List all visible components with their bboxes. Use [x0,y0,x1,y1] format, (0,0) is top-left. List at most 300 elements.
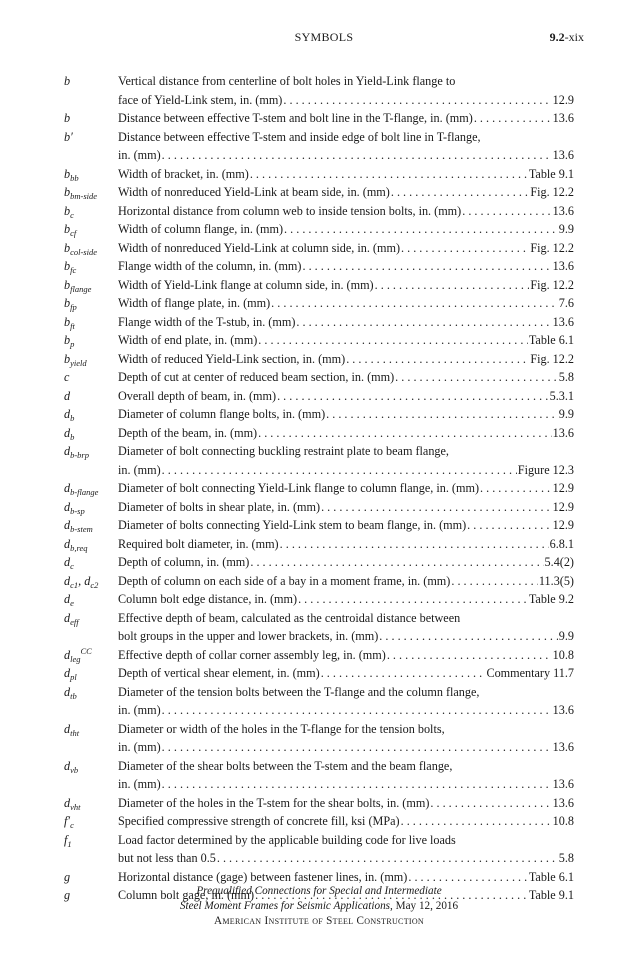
description-line [118,775,574,794]
symbol-subscript: eff [70,616,79,627]
description-line [118,701,574,720]
symbol-entry [64,257,574,276]
symbol [64,405,118,424]
symbol-subscript: fc [70,265,77,275]
symbol-description [118,831,574,868]
section-reference: 6.8.1 [549,536,574,551]
description-text: Diameter of bolt connecting buckling restraint plate to beam flange, [118,444,449,458]
symbol-entry [64,387,574,406]
symbol-subscript: ft [70,320,75,331]
symbol [64,165,118,184]
symbol-description [118,276,574,295]
dot-leader [296,313,551,332]
description-text: Depth of column, in. (mm) [118,555,250,569]
dot-leader [162,146,552,165]
description-line [118,313,574,332]
symbol-base: d [64,592,71,606]
symbol-entry [64,664,574,683]
description-line [118,257,574,276]
footer-title-line2 [64,899,574,914]
dot-leader [326,405,558,424]
description-line [118,683,574,702]
description-line [118,720,574,739]
description-line [118,387,574,406]
symbol-base: b [64,111,71,125]
symbol-subscript: 1 [67,838,72,849]
symbol-entry [64,590,574,609]
dot-leader [379,627,557,646]
description-line [118,294,574,313]
symbol-subscript: c2 [90,579,99,590]
symbol-entry [64,128,574,165]
symbol-base: b [64,296,71,310]
section-reference: 5.8 [558,851,574,865]
footer-title-line1: Prequalified Connections for Special and Intermediate [196,885,442,897]
symbol-entry [64,202,574,221]
symbol-description [118,331,574,350]
description-line [118,239,574,258]
description-text: in. (mm) [118,462,161,477]
symbol [64,535,118,554]
description-text: Depth of the beam, in. (mm) [118,425,258,440]
symbol-entry [64,424,574,443]
description-line [118,609,574,628]
symbol-base: d [84,573,91,588]
dot-leader [401,812,552,831]
symbol-description [118,516,574,535]
symbol-description [118,498,574,517]
symbol-base: d [64,647,71,662]
symbol [64,331,118,350]
description-text: in. (mm) [118,740,161,754]
description-line [118,831,574,850]
section-reference: 13.6 [552,148,574,162]
section-reference: Figure 12.3 [517,462,574,477]
symbol-base: g [64,869,71,884]
symbol-base: b′ [64,129,73,144]
symbol-base: c [64,370,70,384]
footer-date: May 12, 2016 [392,900,459,912]
symbol-description [118,368,574,387]
description-text: Width of flange plate, in. (mm) [118,296,271,310]
symbol-entry [64,165,574,184]
section-reference: Table 6.1 [528,869,574,884]
dot-leader [284,220,558,239]
description-text: but not less than 0.5 [118,851,216,865]
symbol-base: d [64,555,71,569]
symbol [64,387,118,406]
symbol-description [118,165,574,184]
symbol-description [118,553,574,572]
description-line [118,276,574,295]
symbol-subscript: vb [70,764,79,775]
symbol-base: b [64,203,71,218]
symbol-entry [64,72,574,109]
description-line [118,553,574,572]
section-reference: 5.4(2) [544,555,574,569]
symbol-base: d [64,536,71,551]
description-text: Load factor determined by the applicable building code for live loads [118,832,456,847]
symbol-subscript: p [70,339,75,349]
description-text: Diameter or width of the holes in the T-flange for the tension bolts, [118,721,445,736]
dot-leader [283,91,551,110]
description-text: Flange width of the T-stub, in. (mm) [118,314,296,329]
section-reference: 12.9 [552,481,574,495]
description-text: Distance between effective T-stem and bolt line in the T-flange, in. (mm) [118,111,473,125]
symbol [64,479,118,498]
dot-leader [474,109,552,128]
symbol-subscript: tht [70,727,80,738]
description-line [118,165,574,184]
description-text: Diameter of bolts connecting Yield-Link stem to beam flange, in. (mm) [118,518,467,532]
page-number [550,30,584,45]
dot-leader [387,646,552,665]
symbol-entry [64,276,574,295]
section-reference: 13.6 [552,203,574,218]
symbol-subscript: c [70,820,74,830]
symbol-base: b [64,185,71,199]
symbol-entry [64,812,574,831]
symbol-entry [64,535,574,554]
symbol-subscript: flange [70,283,92,294]
symbol [64,442,118,479]
description-line [118,91,574,110]
dot-leader [162,775,552,794]
symbol-base: d [64,444,71,458]
description-text: Diameter of the shear bolts between the T-stem and the beam flange, [118,758,453,773]
section-reference: 9.9 [558,222,574,236]
symbol [64,664,118,683]
symbol-base: b [64,333,71,347]
section-reference: 9.9 [558,629,574,643]
description-text: Width of Yield-Link flange at column side, in. (mm) [118,277,374,292]
footer-title-italic: Steel Moment Frames for Seismic Applications, [179,900,393,912]
description-line [118,757,574,776]
description-text: Effective depth of beam, calculated as the centroidal distance between [118,610,461,625]
symbol-entry [64,405,574,424]
symbol-subscript: b [70,431,75,442]
section-reference: Fig. 12.2 [530,185,574,199]
symbol [64,720,118,757]
symbol-base: b [64,351,71,366]
section-reference: 12.9 [552,499,574,514]
symbol-entry [64,831,574,868]
section-reference: 5.3.1 [549,388,574,403]
description-line [118,405,574,424]
symbol-subscript: c1 [70,579,79,590]
symbol-subscript: b-brp [70,450,89,460]
description-text: Width of reduced Yield-Link section, in. (mm) [118,351,346,366]
symbol-subscript: bm-side [70,191,98,201]
section-reference: 13.6 [552,425,574,440]
symbol-base: d [64,407,71,421]
description-line [118,72,574,91]
description-line [118,664,574,683]
symbol-description [118,257,574,276]
description-text: in. (mm) [118,703,161,717]
symbol-base: b [64,240,71,255]
symbol-subscript: fp [70,302,77,312]
symbol-description [118,812,574,831]
symbol-superscript: CC [80,645,92,656]
symbol [64,350,118,369]
section-reference: 5.8 [558,370,574,384]
symbol-list [64,72,574,905]
footer-publisher: American Institute of Steel Construction [214,915,424,927]
symbol-subscript: leg [70,653,81,664]
description-line [118,479,574,498]
symbol-description [118,590,574,609]
symbol-base: b [64,277,71,292]
dot-leader [302,257,551,276]
symbol-base: d [64,481,71,495]
symbol-description [118,405,574,424]
section-reference: Fig. 12.2 [530,351,574,366]
section-reference: Table 9.1 [528,166,574,181]
symbol-subscript: col-side [70,246,98,257]
description-line [118,202,574,221]
description-line [118,646,574,665]
description-line [118,183,574,202]
symbol-entry [64,313,574,332]
symbol [64,109,118,128]
description-line [118,535,574,554]
symbol [64,257,118,276]
dot-leader [321,498,552,517]
description-line [118,461,574,480]
symbol-base: b [64,259,71,273]
description-line [118,627,574,646]
symbol-entry [64,757,574,794]
description-line [118,590,574,609]
symbol-entry [64,183,574,202]
dot-leader [258,424,552,443]
dot-leader [462,202,551,221]
description-text: Depth of cut at center of reduced beam section, in. (mm) [118,370,395,384]
symbol-entry [64,368,574,387]
symbol-entry [64,442,574,479]
symbol-base: d [64,425,71,440]
symbol [64,424,118,443]
description-text: Horizontal distance from column web to inside tension bolts, in. (mm) [118,203,462,218]
dot-leader [430,794,551,813]
dot-leader [467,516,552,535]
symbol-description [118,535,574,554]
section-reference: 13.6 [552,111,574,125]
description-text: bolt groups in the upper and lower brackets, in. (mm) [118,629,379,643]
section-reference: Commentary 11.7 [486,666,574,680]
description-line [118,516,574,535]
dot-leader [271,294,558,313]
description-line [118,128,574,147]
dot-leader [280,535,549,554]
symbol [64,516,118,535]
symbol [64,128,118,165]
description-text: in. (mm) [118,777,161,791]
description-text: Column bolt gage, in. (mm) [118,888,255,902]
description-text: Specified compressive strength of concrete fill, ksi (MPa) [118,814,400,828]
section-reference: 13.6 [552,740,574,754]
section-reference: 12.9 [552,518,574,532]
symbol-description [118,387,574,406]
description-text: face of Yield-Link stem, in. (mm) [118,92,283,107]
symbol-base: d [64,684,71,699]
symbol-entry [64,220,574,239]
symbol-entry [64,331,574,350]
symbol-description [118,220,574,239]
dot-leader [346,350,529,369]
symbol-description [118,202,574,221]
symbol-subscript: e [70,598,74,608]
symbol-base: g [64,888,71,902]
section-title: SYMBOLS [294,30,354,44]
description-line [118,146,574,165]
symbol-base: f [64,832,68,847]
symbol-entry [64,294,574,313]
symbol-entry [64,553,574,572]
symbol-base: d [64,795,71,810]
symbol-entry [64,109,574,128]
dot-leader [451,572,538,591]
symbol [64,609,118,646]
description-text: Required bolt diameter, in. (mm) [118,536,279,551]
symbol-entry [64,479,574,498]
dot-leader [391,183,529,202]
description-text: Diameter of bolt connecting Yield-Link flange to column flange, in. (mm) [118,481,480,495]
symbol-subscript: yield [70,357,87,368]
section-reference: 13.6 [552,795,574,810]
section-reference: Fig. 12.2 [530,240,574,255]
symbol-base: d [64,573,71,588]
section-reference: 12.9 [552,92,574,107]
description-text: Diameter of the holes in the T-stem for the shear bolts, in. (mm) [118,795,430,810]
section-reference: 10.8 [552,647,574,662]
description-line [118,368,574,387]
symbol-description [118,313,574,332]
description-line [118,424,574,443]
description-text: Diameter of the tension bolts between the T-flange and the column flange, [118,684,480,699]
description-text: Column bolt edge distance, in. (mm) [118,592,298,606]
description-text: Overall depth of beam, in. (mm) [118,388,277,403]
description-line [118,498,574,517]
symbol-description [118,109,574,128]
symbol-entry [64,498,574,517]
symbol [64,202,118,221]
description-line [118,849,574,868]
symbol-description [118,720,574,757]
section-reference: 9.9 [558,407,574,421]
symbol [64,683,118,720]
section-reference: 13.6 [552,314,574,329]
symbol [64,239,118,258]
symbol-subscript: tb [70,690,77,701]
symbol-subscript: c [70,561,74,571]
symbol-description [118,350,574,369]
description-text: Effective depth of collar corner assembly leg, in. (mm) [118,647,386,662]
dot-leader [401,239,529,258]
description-text: Distance between effective T-stem and inside edge of bolt line in T-flange, [118,129,481,144]
symbol-description [118,757,574,794]
symbol-subscript: b-flange [70,487,99,497]
description-line [118,109,574,128]
symbol-entry [64,646,574,665]
description-line [118,572,574,591]
symbol-description [118,424,574,443]
description-line [118,738,574,757]
symbol-entry [64,572,574,591]
symbol-description [118,794,574,813]
description-text: Vertical distance from centerline of bolt holes in Yield-Link flange to [118,74,456,88]
symbol-description [118,683,574,720]
description-text: Horizontal distance (gage) between fastener lines, in. (mm) [118,869,408,884]
symbol-base: f′ [64,814,71,828]
page-number-chapter: 9.2 [549,30,565,44]
symbol-base: d [64,721,71,736]
section-reference: 11.3(5) [538,573,574,588]
section-reference: 13.6 [552,703,574,717]
symbol-description [118,239,574,258]
symbol [64,183,118,202]
symbol [64,812,118,831]
symbol-separator: , [78,573,85,588]
dot-leader [162,738,552,757]
dot-leader [250,553,543,572]
section-reference: 13.6 [552,259,574,273]
page-footer [64,884,574,929]
symbol-base: b [64,74,71,88]
symbol [64,220,118,239]
symbol [64,553,118,572]
symbol-description [118,646,574,665]
description-text: Width of end plate, in. (mm) [118,333,258,347]
dot-leader [277,387,549,406]
description-text: Depth of column on each side of a bay in a moment frame, in. (mm) [118,573,451,588]
symbol-description [118,294,574,313]
symbol-description [118,479,574,498]
description-line [118,331,574,350]
section-reference: Table 6.1 [528,333,574,347]
symbol [64,276,118,295]
section-reference: 10.8 [552,814,574,828]
symbol-base: d [64,388,71,403]
symbol-description [118,128,574,165]
symbol [64,368,118,387]
symbol-base: d [64,499,71,514]
symbol-entry [64,516,574,535]
description-text: Depth of vertical shear element, in. (mm) [118,666,320,680]
symbol-entry [64,720,574,757]
symbol-entry [64,683,574,720]
page-header [64,30,584,48]
description-text: Diameter of column flange bolts, in. (mm) [118,407,326,421]
dot-leader [217,849,558,868]
section-reference: 13.6 [552,777,574,791]
dot-leader [298,590,528,609]
description-text: Width of nonreduced Yield-Link at column side, in. (mm) [118,240,401,255]
symbol [64,313,118,332]
symbol-subscript: cf [70,228,77,238]
symbol [64,831,118,868]
dot-leader [162,701,552,720]
description-text: Width of column flange, in. (mm) [118,222,284,236]
symbol-base: b [64,314,71,329]
symbol [64,757,118,794]
symbol-entry [64,609,574,646]
description-line [118,442,574,461]
symbol-description [118,183,574,202]
symbol-base: d [64,666,71,680]
dot-leader [250,165,528,184]
